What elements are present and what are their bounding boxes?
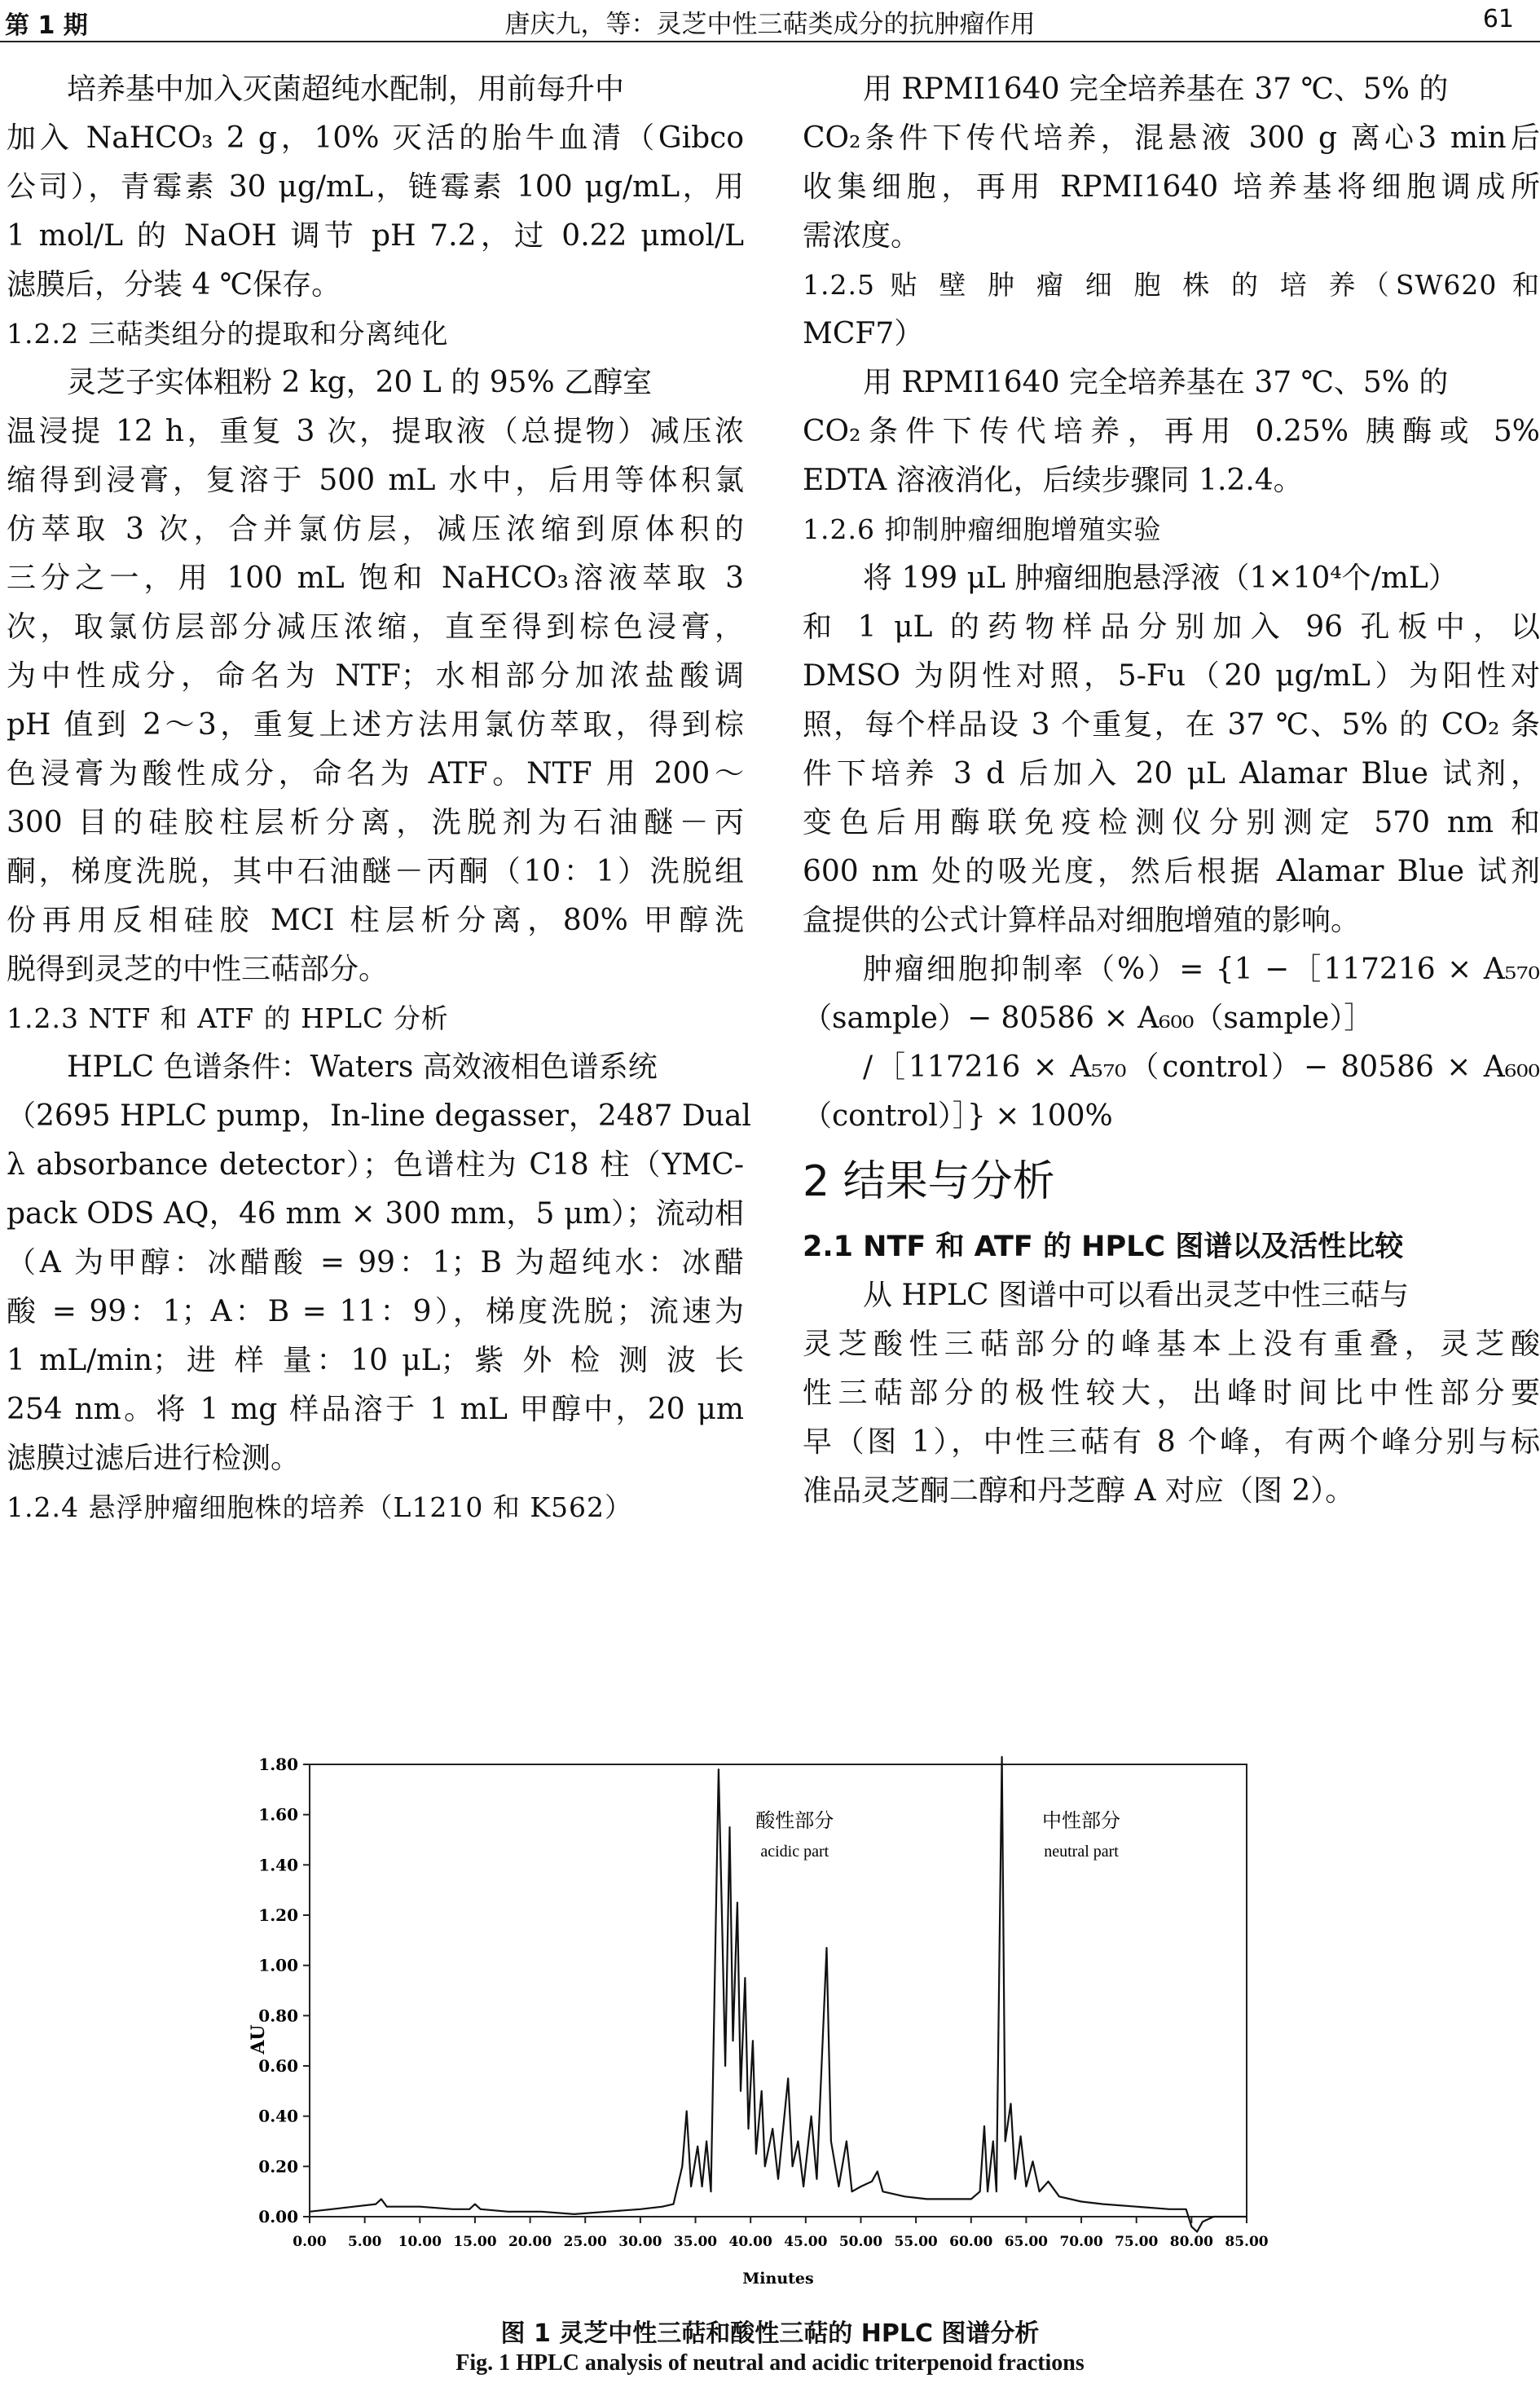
text-line: 从 HPLC 图谱中可以看出灵芝中性三萜与 xyxy=(863,1279,1409,1312)
text-line: 仿萃取 3 次，合并氯仿层，减压浓缩到原体积的 xyxy=(7,513,744,546)
x-tick-label: 35.00 xyxy=(673,2234,718,2250)
x-tick-label: 20.00 xyxy=(508,2234,552,2250)
page-header xyxy=(0,0,1540,39)
annotation-label-en: acidic part xyxy=(760,1843,829,1861)
subsection-heading: 1.2.6 抑制肿瘤细胞增殖实验 xyxy=(803,513,1162,545)
text-line: /［117216 × A₅₇₀（control）− 80586 × A₆₀₀ xyxy=(863,1050,1540,1084)
page-number: 61 xyxy=(1482,5,1514,33)
text-line: 将 199 μL 肿瘤细胞悬浮液（1×10⁴个/mL） xyxy=(863,562,1458,595)
text-line: 照，每个样品设 3 个重复，在 37 ℃、5% 的 CO₂ 条 xyxy=(803,708,1540,742)
text-line: 600 nm 处的吸光度，然后根据 Alamar Blue 试剂 xyxy=(803,855,1540,888)
x-tick-label: 75.00 xyxy=(1115,2234,1159,2250)
text-line: CO₂条件下传代培养，再用 0.25% 胰酶或 5% xyxy=(803,415,1540,448)
x-tick-label: 80.00 xyxy=(1169,2234,1213,2250)
text-line: 公司），青霉素 30 μg/mL，链霉素 100 μg/mL，用 xyxy=(7,170,744,204)
running-title: 唐庆九，等：灵芝中性三萜类成分的抗肿瘤作用 xyxy=(504,10,1036,39)
text-line: 件下培养 3 d 后加入 20 μL Alamar Blue 试剂， xyxy=(803,757,1540,791)
text-line: pack ODS AQ，46 mm × 300 mm，5 μm）；流动相 xyxy=(7,1197,744,1231)
x-tick-label: 40.00 xyxy=(728,2234,772,2250)
left-column xyxy=(7,65,751,1532)
y-tick-label: 0.60 xyxy=(258,2056,298,2076)
text-line: 300 目的硅胶柱层析分离，洗脱剂为石油醚－丙 xyxy=(7,806,744,839)
y-tick-label: 0.80 xyxy=(258,2006,298,2026)
text-line: 为中性成分，命名为 NTF；水相部分加浓盐酸调 xyxy=(7,659,744,693)
x-tick-label: 45.00 xyxy=(784,2234,828,2250)
figure-1 xyxy=(244,1715,1304,2302)
text-line: 性三萜部分的极性较大，出峰时间比中性部分要 xyxy=(803,1376,1540,1410)
x-tick-label: 65.00 xyxy=(1004,2234,1049,2250)
subsection-heading: 1.2.3 NTF 和 ATF 的 HPLC 分析 xyxy=(7,1002,449,1034)
annotation-label-cn: 酸性部分 xyxy=(755,1809,834,1833)
text-line: 254 nm。将 1 mg 样品溶于 1 mL 甲醇中，20 μm xyxy=(7,1393,744,1426)
text-line: 灵芝酸性三萜部分的峰基本上没有重叠，灵芝酸 xyxy=(803,1328,1540,1361)
y-tick-label: 0.40 xyxy=(258,2106,298,2126)
y-tick-label: 1.00 xyxy=(258,1955,298,1975)
text-line: 用 RPMI1640 完全培养基在 37 ℃、5% 的 xyxy=(863,366,1449,399)
text-line: pH 值到 2～3，重复上述方法用氯仿萃取，得到棕 xyxy=(7,708,744,742)
text-line: 收集细胞，再用 RPMI1640 培养基将细胞调成所 xyxy=(803,170,1540,204)
text-line: 早（图 1），中性三萜有 8 个峰，有两个峰分别与标 xyxy=(803,1425,1540,1459)
text-line: 盒提供的公式计算样品对细胞增殖的影响。 xyxy=(803,904,1361,937)
text-line: CO₂条件下传代培养，混悬液 300 g 离心3 min后 xyxy=(803,121,1540,155)
text-line: 和 1 μL 的药物样品分别加入 96 孔板中，以 xyxy=(803,610,1540,644)
text-line: MCF7） xyxy=(803,317,924,350)
text-line: 准品灵芝酮二醇和丹芝醇 A 对应（图 2）。 xyxy=(803,1474,1355,1508)
x-tick-label: 30.00 xyxy=(618,2234,662,2250)
text-line: （control）］} × 100% xyxy=(803,1099,1113,1133)
text-line: 变色后用酶联免疫检测仪分别测定 570 nm 和 xyxy=(803,806,1540,839)
y-tick-label: 1.40 xyxy=(258,1855,298,1875)
plot-frame xyxy=(310,1764,1247,2217)
y-tick-label: 1.80 xyxy=(258,1755,298,1774)
header-rule xyxy=(0,41,1540,42)
y-tick-label: 1.20 xyxy=(258,1905,298,1925)
text-line: 缩得到浸膏，复溶于 500 mL 水中，后用等体积氯 xyxy=(7,464,744,497)
text-line: 培养基中加入灭菌超纯水配制，用前每升中 xyxy=(67,73,625,106)
text-line: λ absorbance detector）；色谱柱为 C18 柱（YMC- xyxy=(7,1148,744,1182)
x-tick-label: 15.00 xyxy=(453,2234,497,2250)
text-line: 滤膜过滤后进行检测。 xyxy=(7,1442,301,1475)
annotation-label-en: neutral part xyxy=(1044,1843,1119,1861)
text-line: （2695 HPLC pump，In-line degasser，2487 Dual xyxy=(7,1099,751,1133)
x-tick-label: 70.00 xyxy=(1059,2234,1103,2250)
x-tick-label: 0.00 xyxy=(293,2234,327,2250)
text-line: 温浸提 12 h，重复 3 次，提取液（总提物）减压浓 xyxy=(7,415,744,448)
text-line: 色浸膏为酸性成分，命名为 ATF。NTF 用 200～ xyxy=(7,757,744,791)
x-tick-label: 50.00 xyxy=(838,2234,883,2250)
figure-caption-cn: 图 1 灵芝中性三萜和酸性三萜的 HPLC 图谱分析 xyxy=(500,2319,1040,2348)
subsection-heading: 1.2.2 三萜类组分的提取和分离纯化 xyxy=(7,318,449,350)
text-line: （sample）− 80586 × A₆₀₀（sample）］ xyxy=(803,1002,1374,1035)
y-tick-label: 0.20 xyxy=(258,2156,298,2177)
text-line: HPLC 色谱条件：Waters 高效液相色谱系统 xyxy=(67,1050,658,1084)
text-line: 滤膜后，分装 4 ℃保存。 xyxy=(7,268,341,302)
subsection-heading: 2.1 NTF 和 ATF 的 HPLC 图谱以及活性比较 xyxy=(803,1231,1404,1263)
text-line: 脱得到灵芝的中性三萜部分。 xyxy=(7,953,389,986)
text-line: 酸 = 99：1；A：B = 11：9），梯度洗脱；流速为 xyxy=(7,1295,744,1328)
subsection-heading: 1.2.5 贴 壁 肿 瘤 细 胞 株 的 培 养（SW620 和 xyxy=(803,269,1540,301)
text-line: 1 mL/min；进 样 量：10 μL；紫 外 检 测 波 长 xyxy=(7,1344,744,1377)
x-tick-label: 60.00 xyxy=(949,2234,993,2250)
text-line: 加入 NaHCO₃ 2 g，10% 灭活的胎牛血清（Gibco xyxy=(7,121,744,155)
text-line: 灵芝子实体粗粉 2 kg，20 L 的 95% 乙醇室 xyxy=(67,366,653,399)
text-line: 三分之一，用 100 mL 饱和 NaHCO₃溶液萃取 3 xyxy=(7,562,744,595)
text-line: （A 为甲醇：冰醋酸 = 99：1；B 为超纯水：冰醋 xyxy=(7,1246,744,1279)
text-line: 1 mol/L 的 NaOH 调节 pH 7.2，过 0.22 μmol/L xyxy=(7,219,744,253)
right-column xyxy=(803,65,1540,1516)
issue-number: 第 1 期 xyxy=(5,11,88,40)
text-line: 用 RPMI1640 完全培养基在 37 ℃、5% 的 xyxy=(863,73,1449,106)
figure-caption-en: Fig. 1 HPLC analysis of neutral and acidic triterpenoid fractions xyxy=(455,2350,1085,2376)
text-line: 次，取氯仿层部分减压浓缩，直至得到棕色浸膏， xyxy=(7,610,744,644)
annotation-label-cn: 中性部分 xyxy=(1042,1809,1121,1833)
y-axis-label: AU xyxy=(248,2024,269,2054)
y-tick-label: 1.60 xyxy=(258,1804,298,1825)
text-line: 需浓度。 xyxy=(803,219,921,253)
text-line: DMSO 为阴性对照，5-Fu（20 μg/mL）为阳性对 xyxy=(803,659,1540,693)
x-tick-label: 5.00 xyxy=(347,2234,382,2250)
x-tick-label: 10.00 xyxy=(398,2234,442,2250)
hplc-chromatogram xyxy=(244,1715,1304,2302)
x-axis-label: Minutes xyxy=(742,2270,814,2288)
text-line: 酮，梯度洗脱，其中石油醚－丙酮（10：1）洗脱组 xyxy=(7,855,744,888)
text-line: 肿瘤细胞抑制率（%）= {1 −［117216 × A₅₇₀ xyxy=(863,953,1540,986)
subsection-heading: 1.2.4 悬浮肿瘤细胞株的培养（L1210 和 K562） xyxy=(7,1491,632,1523)
text-line: 份再用反相硅胶 MCI 柱层析分离，80% 甲醇洗 xyxy=(7,904,744,937)
x-tick-label: 85.00 xyxy=(1225,2234,1269,2250)
y-tick-label: 0.00 xyxy=(258,2207,298,2226)
x-tick-label: 25.00 xyxy=(563,2234,607,2250)
text-line: EDTA 溶液消化，后续步骤同 1.2.4。 xyxy=(803,464,1303,497)
section-heading: 2 结果与分析 xyxy=(803,1157,1055,1206)
x-tick-label: 55.00 xyxy=(894,2234,938,2250)
